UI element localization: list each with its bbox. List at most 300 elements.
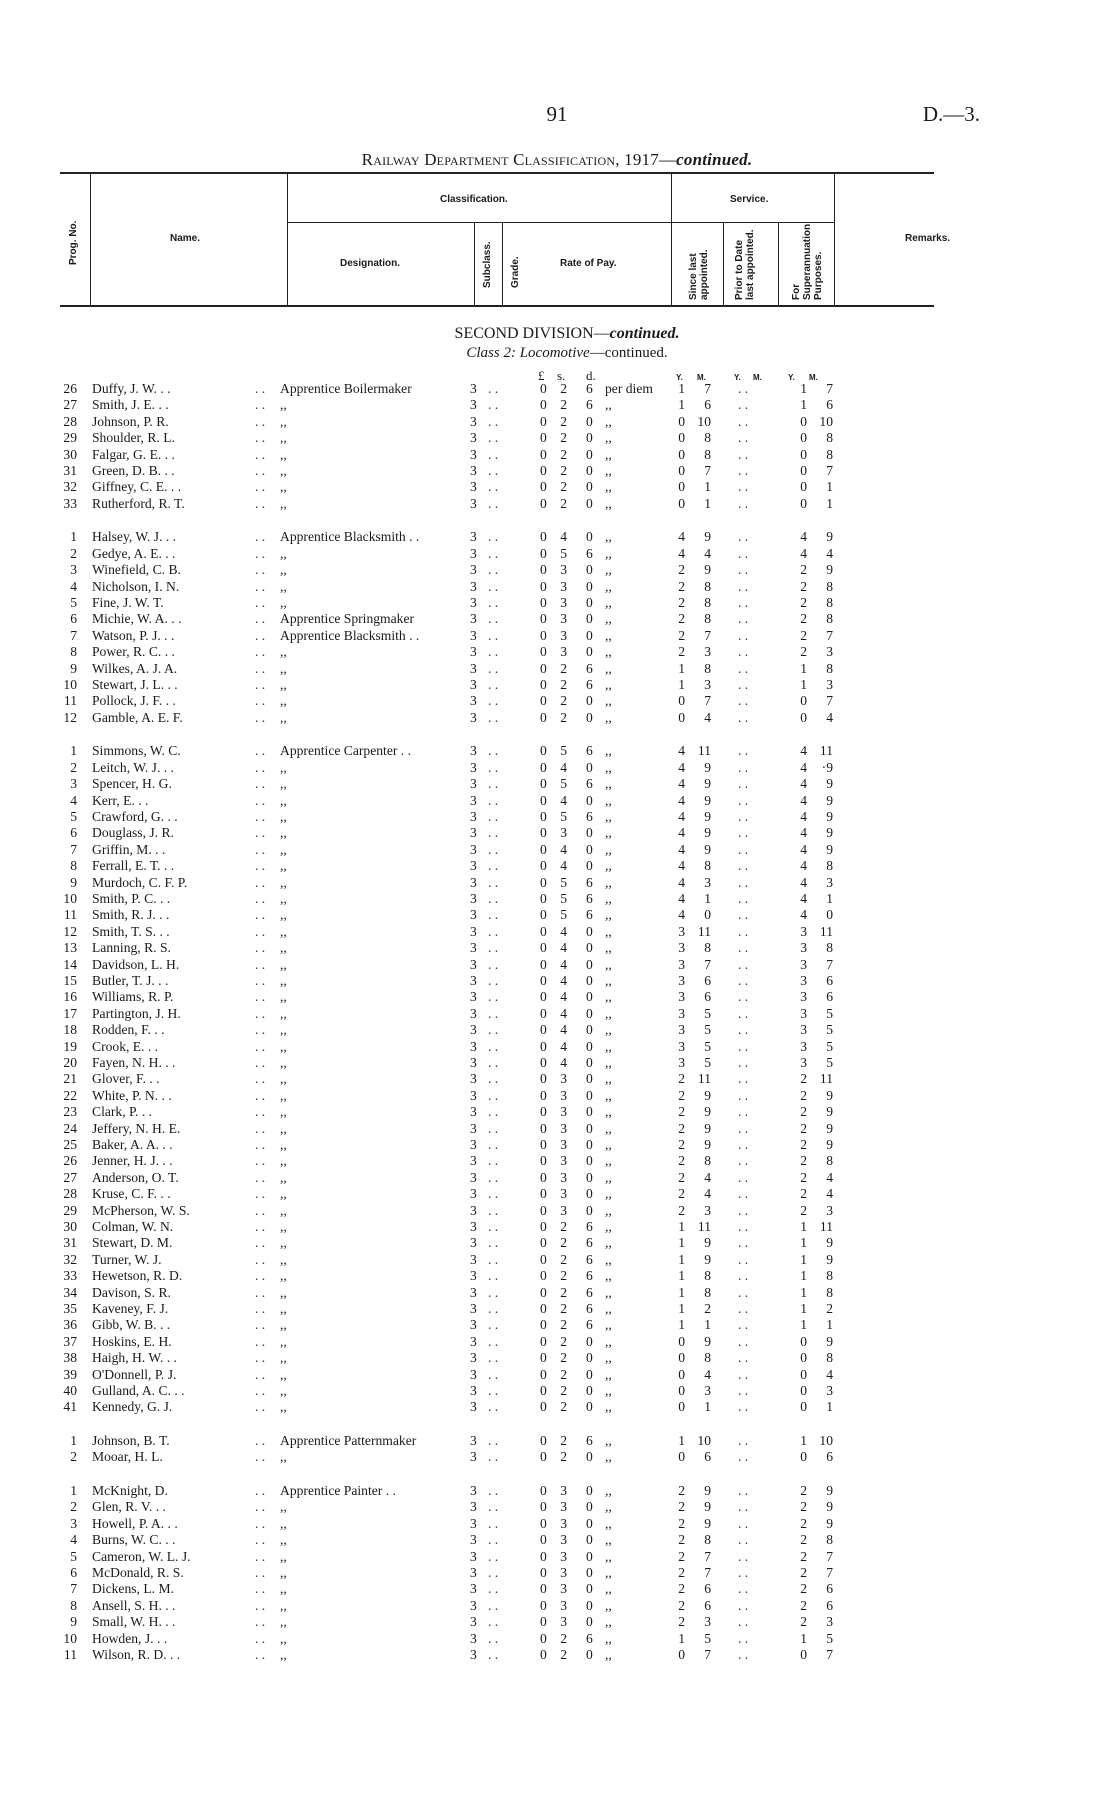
pay-shillings: 4 bbox=[560, 1022, 567, 1038]
table-row bbox=[0, 989, 1114, 1005]
table-row bbox=[0, 1367, 1114, 1383]
prog-no: 29 bbox=[63, 1202, 77, 1218]
pay-pounds: 0 bbox=[540, 627, 547, 643]
grade-dots: . . bbox=[488, 660, 499, 676]
super-years: 3 bbox=[800, 989, 807, 1005]
since-years: 2 bbox=[678, 1532, 685, 1548]
since-years: 1 bbox=[678, 1433, 685, 1448]
employee-name: Glover, F. . . bbox=[92, 1071, 160, 1087]
pay-pence: 6 bbox=[586, 874, 593, 890]
prior-dots: . . bbox=[738, 1202, 749, 1218]
prog-no: 32 bbox=[63, 479, 77, 495]
designation: ,, bbox=[280, 1515, 287, 1531]
pay-pence: 0 bbox=[586, 578, 593, 594]
years-unit: Y. bbox=[734, 373, 741, 382]
prog-no: 7 bbox=[70, 841, 77, 857]
super-years: 1 bbox=[800, 1235, 807, 1251]
prior-dots: . . bbox=[738, 660, 749, 676]
col-divider bbox=[474, 222, 475, 306]
pay-pounds: 0 bbox=[540, 1055, 547, 1070]
leader-dots: . . bbox=[255, 1153, 266, 1169]
table-row bbox=[0, 710, 1114, 726]
super-years: 1 bbox=[800, 381, 807, 396]
employee-name: Ansell, S. H. . . bbox=[92, 1597, 176, 1613]
subclass: 3 bbox=[470, 644, 477, 660]
prog-no: 12 bbox=[63, 923, 77, 939]
col-divider bbox=[834, 172, 835, 306]
pay-period: ,, bbox=[605, 1022, 612, 1038]
pay-period: ,, bbox=[605, 743, 612, 759]
employee-name: Kruse, C. F. . . bbox=[92, 1186, 171, 1202]
pay-period: ,, bbox=[605, 1515, 612, 1531]
super-years: 2 bbox=[800, 1483, 807, 1498]
table-row bbox=[0, 1006, 1114, 1022]
pay-shillings: 3 bbox=[560, 611, 567, 627]
since-years: 2 bbox=[678, 1499, 685, 1515]
super-months: 9 bbox=[826, 1251, 833, 1267]
pay-pounds: 0 bbox=[540, 595, 547, 610]
since-months: 6 bbox=[704, 1597, 711, 1613]
employee-name: Pollock, J. F. . . bbox=[92, 693, 176, 709]
pay-period: ,, bbox=[605, 1499, 612, 1515]
grade-dots: . . bbox=[488, 381, 499, 396]
super-years: 1 bbox=[800, 660, 807, 676]
employee-name: Crook, E. . . bbox=[92, 1038, 159, 1054]
leader-dots: . . bbox=[255, 595, 266, 610]
prog-no: 25 bbox=[63, 1137, 77, 1152]
pay-period: ,, bbox=[605, 776, 612, 792]
designation: ,, bbox=[280, 1022, 287, 1038]
prior-dots: . . bbox=[738, 1597, 749, 1613]
pay-shillings: 3 bbox=[560, 1548, 567, 1564]
prog-no: 11 bbox=[63, 1647, 77, 1662]
pay-shillings: 3 bbox=[560, 1565, 567, 1580]
super-months: 1 bbox=[826, 1399, 833, 1415]
pay-pence: 0 bbox=[586, 1399, 593, 1415]
employee-name: Lanning, R. S. bbox=[92, 940, 171, 956]
pay-pence: 0 bbox=[586, 841, 593, 857]
pay-period: ,, bbox=[605, 1153, 612, 1169]
pay-period: ,, bbox=[605, 1433, 612, 1448]
super-years: 2 bbox=[800, 1169, 807, 1185]
super-years: 2 bbox=[800, 1565, 807, 1580]
table-row bbox=[0, 1449, 1114, 1465]
table-row bbox=[0, 1285, 1114, 1301]
employee-name: Dickens, L. M. bbox=[92, 1581, 174, 1597]
super-years: 3 bbox=[800, 956, 807, 972]
prog-no: 18 bbox=[63, 1022, 77, 1038]
grade-dots: . . bbox=[488, 595, 499, 610]
since-months: 9 bbox=[704, 809, 711, 824]
super-months: 8 bbox=[826, 660, 833, 676]
pay-shillings: 2 bbox=[560, 1449, 567, 1465]
pay-pence: 0 bbox=[586, 1532, 593, 1548]
pay-pounds: 0 bbox=[540, 413, 547, 429]
pay-pence: 0 bbox=[586, 1614, 593, 1630]
prog-no: 5 bbox=[70, 595, 77, 610]
super-months: 9 bbox=[826, 1235, 833, 1251]
pay-pounds: 0 bbox=[540, 1169, 547, 1185]
pay-pence: 0 bbox=[586, 792, 593, 808]
table-row bbox=[0, 677, 1114, 693]
designation: ,, bbox=[280, 1284, 287, 1300]
prog-no: 24 bbox=[63, 1120, 77, 1136]
pay-pence: 0 bbox=[586, 446, 593, 462]
subclass: 3 bbox=[470, 891, 477, 906]
pay-period: ,, bbox=[605, 825, 612, 841]
prior-dots: . . bbox=[738, 1383, 749, 1398]
pay-pounds: 0 bbox=[540, 1087, 547, 1103]
super-years: 4 bbox=[800, 907, 807, 923]
super-years: 1 bbox=[800, 1251, 807, 1267]
subclass: 3 bbox=[470, 1055, 477, 1070]
subclass: 3 bbox=[470, 1630, 477, 1646]
super-years: 2 bbox=[800, 578, 807, 594]
pay-period: ,, bbox=[605, 956, 612, 972]
pay-period: ,, bbox=[605, 1565, 612, 1580]
grade-dots: . . bbox=[488, 940, 499, 956]
since-months: 9 bbox=[704, 1251, 711, 1267]
prog-no: 33 bbox=[63, 495, 77, 511]
table-row bbox=[0, 1549, 1114, 1565]
header-prior-to: Prior to Date last appointed. bbox=[734, 229, 756, 300]
leader-dots: . . bbox=[255, 1268, 266, 1284]
leader-dots: . . bbox=[255, 809, 266, 824]
prior-dots: . . bbox=[738, 1630, 749, 1646]
designation: ,, bbox=[280, 413, 287, 429]
super-months: 5 bbox=[826, 1055, 833, 1070]
service-rule bbox=[671, 222, 834, 223]
subclass: 3 bbox=[470, 1087, 477, 1103]
pay-period: ,, bbox=[605, 1399, 612, 1415]
prior-dots: . . bbox=[738, 759, 749, 775]
title-year: , 1917— bbox=[615, 150, 677, 169]
employee-name: Mooar, H. L. bbox=[92, 1449, 163, 1465]
pay-pence: 0 bbox=[586, 1581, 593, 1597]
prior-dots: . . bbox=[738, 495, 749, 511]
grade-dots: . . bbox=[488, 1104, 499, 1120]
pay-shillings: 2 bbox=[560, 1333, 567, 1349]
pay-pounds: 0 bbox=[540, 973, 547, 988]
table-row bbox=[0, 1186, 1114, 1202]
pay-shillings: 3 bbox=[560, 1581, 567, 1597]
pay-pence: 6 bbox=[586, 907, 593, 923]
subclass: 3 bbox=[470, 1120, 477, 1136]
employee-name: Haigh, H. W. . . bbox=[92, 1350, 177, 1366]
grade-dots: . . bbox=[488, 1433, 499, 1448]
leader-dots: . . bbox=[255, 1087, 266, 1103]
grade-dots: . . bbox=[488, 1333, 499, 1349]
pay-pence: 6 bbox=[586, 660, 593, 676]
section-title-text: SECOND DIVISION— bbox=[454, 325, 610, 342]
prior-dots: . . bbox=[738, 1251, 749, 1267]
leader-dots: . . bbox=[255, 709, 266, 725]
grade-dots: . . bbox=[488, 1169, 499, 1185]
pay-pounds: 0 bbox=[540, 1235, 547, 1251]
super-months: 5 bbox=[826, 1005, 833, 1021]
designation: ,, bbox=[280, 1251, 287, 1267]
super-months: 9 bbox=[826, 825, 833, 841]
prog-no: 23 bbox=[63, 1104, 77, 1120]
prog-no: 12 bbox=[63, 709, 77, 725]
prior-dots: . . bbox=[738, 1153, 749, 1169]
pay-period: ,, bbox=[605, 1532, 612, 1548]
since-months: 7 bbox=[704, 1565, 711, 1580]
pay-period: ,, bbox=[605, 1333, 612, 1349]
subclass: 3 bbox=[470, 858, 477, 874]
super-years: 0 bbox=[800, 1399, 807, 1415]
super-years: 0 bbox=[800, 430, 807, 446]
prog-no: 10 bbox=[63, 891, 77, 906]
pay-pence: 0 bbox=[586, 1597, 593, 1613]
table-row bbox=[0, 1039, 1114, 1055]
designation: ,, bbox=[280, 1301, 287, 1316]
pay-pence: 0 bbox=[586, 1499, 593, 1515]
since-years: 1 bbox=[678, 1268, 685, 1284]
grade-dots: . . bbox=[488, 1120, 499, 1136]
table-row bbox=[0, 430, 1114, 446]
pay-pounds: 0 bbox=[540, 1104, 547, 1120]
prior-dots: . . bbox=[738, 1038, 749, 1054]
prior-dots: . . bbox=[738, 430, 749, 446]
table-row bbox=[0, 529, 1114, 545]
pay-period: ,, bbox=[605, 1268, 612, 1284]
pay-shillings: 2 bbox=[560, 1383, 567, 1398]
employee-name: Kennedy, G. J. bbox=[92, 1399, 173, 1415]
designation: Apprentice Patternmaker bbox=[280, 1433, 417, 1448]
prog-no: 9 bbox=[70, 874, 77, 890]
pay-shillings: 5 bbox=[560, 891, 567, 906]
table-row bbox=[0, 1137, 1114, 1153]
col-divider bbox=[778, 222, 779, 306]
leader-dots: . . bbox=[255, 1350, 266, 1366]
leader-dots: . . bbox=[255, 1647, 266, 1662]
subclass: 3 bbox=[470, 1383, 477, 1398]
subclass: 3 bbox=[470, 479, 477, 495]
table-row bbox=[0, 397, 1114, 413]
employee-name: Butler, T. J. . . bbox=[92, 973, 169, 988]
since-years: 4 bbox=[678, 874, 685, 890]
super-months: ·9 bbox=[821, 759, 833, 775]
prior-dots: . . bbox=[738, 595, 749, 610]
since-years: 1 bbox=[678, 1219, 685, 1234]
subclass: 3 bbox=[470, 1333, 477, 1349]
pay-pence: 0 bbox=[586, 627, 593, 643]
super-years: 2 bbox=[800, 1087, 807, 1103]
super-years: 2 bbox=[800, 644, 807, 660]
pay-pounds: 0 bbox=[540, 776, 547, 792]
super-years: 2 bbox=[800, 1071, 807, 1087]
prog-no: 3 bbox=[70, 776, 77, 792]
pay-pounds: 0 bbox=[540, 1137, 547, 1152]
super-months: 3 bbox=[826, 677, 833, 692]
pay-shillings: 2 bbox=[560, 1366, 567, 1382]
employee-name: Falgar, G. E. . . bbox=[92, 446, 175, 462]
employee-name: Spencer, H. G. bbox=[92, 776, 172, 792]
pay-pounds: 0 bbox=[540, 1071, 547, 1087]
pay-shillings: 4 bbox=[560, 759, 567, 775]
subclass: 3 bbox=[470, 1433, 477, 1448]
pay-shillings: 5 bbox=[560, 809, 567, 824]
since-years: 0 bbox=[678, 1449, 685, 1465]
leader-dots: . . bbox=[255, 1202, 266, 1218]
prog-no: 19 bbox=[63, 1038, 77, 1054]
pay-period: ,, bbox=[605, 923, 612, 939]
since-years: 1 bbox=[678, 1301, 685, 1316]
pay-period: ,, bbox=[605, 1251, 612, 1267]
grade-dots: . . bbox=[488, 1055, 499, 1070]
super-months: 10 bbox=[819, 413, 833, 429]
prior-dots: . . bbox=[738, 1186, 749, 1202]
prog-no: 3 bbox=[70, 562, 77, 578]
prog-no: 41 bbox=[63, 1399, 77, 1415]
prog-no: 21 bbox=[63, 1071, 77, 1087]
pay-pounds: 0 bbox=[540, 1499, 547, 1515]
table-row bbox=[0, 1334, 1114, 1350]
employee-name: Fine, J. W. T. bbox=[92, 595, 164, 610]
table-row bbox=[0, 1071, 1114, 1087]
subclass: 3 bbox=[470, 1137, 477, 1152]
since-months: 5 bbox=[704, 1022, 711, 1038]
pay-pounds: 0 bbox=[540, 677, 547, 692]
grade-dots: . . bbox=[488, 1565, 499, 1580]
subclass: 3 bbox=[470, 529, 477, 545]
designation: ,, bbox=[280, 578, 287, 594]
pay-shillings: 3 bbox=[560, 1087, 567, 1103]
super-months: 3 bbox=[826, 1614, 833, 1630]
since-years: 4 bbox=[678, 825, 685, 841]
super-years: 1 bbox=[800, 1284, 807, 1300]
since-months: 9 bbox=[704, 1499, 711, 1515]
super-years: 2 bbox=[800, 562, 807, 578]
table-row bbox=[0, 546, 1114, 562]
prior-dots: . . bbox=[738, 1532, 749, 1548]
super-months: 8 bbox=[826, 430, 833, 446]
super-months: 6 bbox=[826, 1581, 833, 1597]
pay-pence: 0 bbox=[586, 430, 593, 446]
table-row bbox=[0, 1235, 1114, 1251]
leader-dots: . . bbox=[255, 776, 266, 792]
pay-pounds: 0 bbox=[540, 1202, 547, 1218]
pay-shillings: 3 bbox=[560, 1614, 567, 1630]
pay-pounds: 0 bbox=[540, 923, 547, 939]
pay-pounds: 0 bbox=[540, 660, 547, 676]
super-years: 0 bbox=[800, 709, 807, 725]
pay-shillings: 3 bbox=[560, 825, 567, 841]
pay-pence: 6 bbox=[586, 809, 593, 824]
prog-no: 10 bbox=[63, 677, 77, 692]
grade-dots: . . bbox=[488, 562, 499, 578]
since-years: 3 bbox=[678, 973, 685, 988]
col-divider bbox=[671, 172, 672, 306]
employee-name: Shoulder, R. L. bbox=[92, 430, 175, 446]
pay-pence: 0 bbox=[586, 1202, 593, 1218]
since-months: 9 bbox=[704, 759, 711, 775]
pay-pounds: 0 bbox=[540, 1268, 547, 1284]
designation: ,, bbox=[280, 644, 287, 660]
prior-dots: . . bbox=[738, 825, 749, 841]
pay-shillings: 3 bbox=[560, 1169, 567, 1185]
pay-period: ,, bbox=[605, 1630, 612, 1646]
table-row bbox=[0, 743, 1114, 759]
leader-dots: . . bbox=[255, 1038, 266, 1054]
pay-period: ,, bbox=[605, 1005, 612, 1021]
since-months: 8 bbox=[704, 578, 711, 594]
table-row bbox=[0, 1153, 1114, 1169]
grade-dots: . . bbox=[488, 1548, 499, 1564]
since-years: 2 bbox=[678, 1071, 685, 1087]
pay-period: ,, bbox=[605, 907, 612, 923]
leader-dots: . . bbox=[255, 413, 266, 429]
pay-period: ,, bbox=[605, 562, 612, 578]
since-years: 4 bbox=[678, 891, 685, 906]
since-months: 8 bbox=[704, 1532, 711, 1548]
subclass: 3 bbox=[470, 989, 477, 1005]
pay-pence: 0 bbox=[586, 1548, 593, 1564]
pay-period: ,, bbox=[605, 809, 612, 824]
prior-dots: . . bbox=[738, 693, 749, 709]
prog-no: 28 bbox=[63, 413, 77, 429]
pay-pounds: 0 bbox=[540, 1532, 547, 1548]
employee-name: Smith, R. J. . . bbox=[92, 907, 170, 923]
since-years: 0 bbox=[678, 1647, 685, 1662]
pay-shillings: 2 bbox=[560, 1630, 567, 1646]
leader-dots: . . bbox=[255, 940, 266, 956]
pay-shillings: 2 bbox=[560, 495, 567, 511]
table-row bbox=[0, 1433, 1114, 1449]
table-row bbox=[0, 611, 1114, 627]
leader-dots: . . bbox=[255, 660, 266, 676]
prog-no: 1 bbox=[70, 1433, 77, 1448]
pay-pounds: 0 bbox=[540, 792, 547, 808]
grade-dots: . . bbox=[488, 1350, 499, 1366]
pay-pence: 0 bbox=[586, 529, 593, 545]
super-years: 4 bbox=[800, 809, 807, 824]
grade-dots: . . bbox=[488, 644, 499, 660]
prior-dots: . . bbox=[738, 1235, 749, 1251]
pay-shillings: 3 bbox=[560, 562, 567, 578]
since-years: 3 bbox=[678, 923, 685, 939]
super-years: 2 bbox=[800, 1137, 807, 1152]
grade-dots: . . bbox=[488, 397, 499, 413]
subclass: 3 bbox=[470, 1219, 477, 1234]
subclass: 3 bbox=[470, 660, 477, 676]
prog-no: 37 bbox=[63, 1333, 77, 1349]
designation: ,, bbox=[280, 1647, 287, 1662]
super-years: 2 bbox=[800, 1202, 807, 1218]
super-months: 9 bbox=[826, 792, 833, 808]
pay-pounds: 0 bbox=[540, 693, 547, 709]
grade-dots: . . bbox=[488, 677, 499, 692]
table-row bbox=[0, 1581, 1114, 1597]
pay-pounds: 0 bbox=[540, 1647, 547, 1662]
pay-pounds: 0 bbox=[540, 1548, 547, 1564]
since-years: 2 bbox=[678, 578, 685, 594]
table-row bbox=[0, 1516, 1114, 1532]
designation: ,, bbox=[280, 759, 287, 775]
pound-unit: £ bbox=[538, 368, 545, 383]
prior-dots: . . bbox=[738, 923, 749, 939]
leader-dots: . . bbox=[255, 578, 266, 594]
grade-dots: . . bbox=[488, 841, 499, 857]
grade-dots: . . bbox=[488, 545, 499, 561]
pay-shillings: 3 bbox=[560, 1515, 567, 1531]
subclass: 3 bbox=[470, 1153, 477, 1169]
employee-name: McKnight, D. bbox=[92, 1483, 168, 1498]
prog-no: 5 bbox=[70, 809, 77, 824]
pay-pounds: 0 bbox=[540, 1515, 547, 1531]
employee-name: O'Donnell, P. J. bbox=[92, 1366, 177, 1382]
